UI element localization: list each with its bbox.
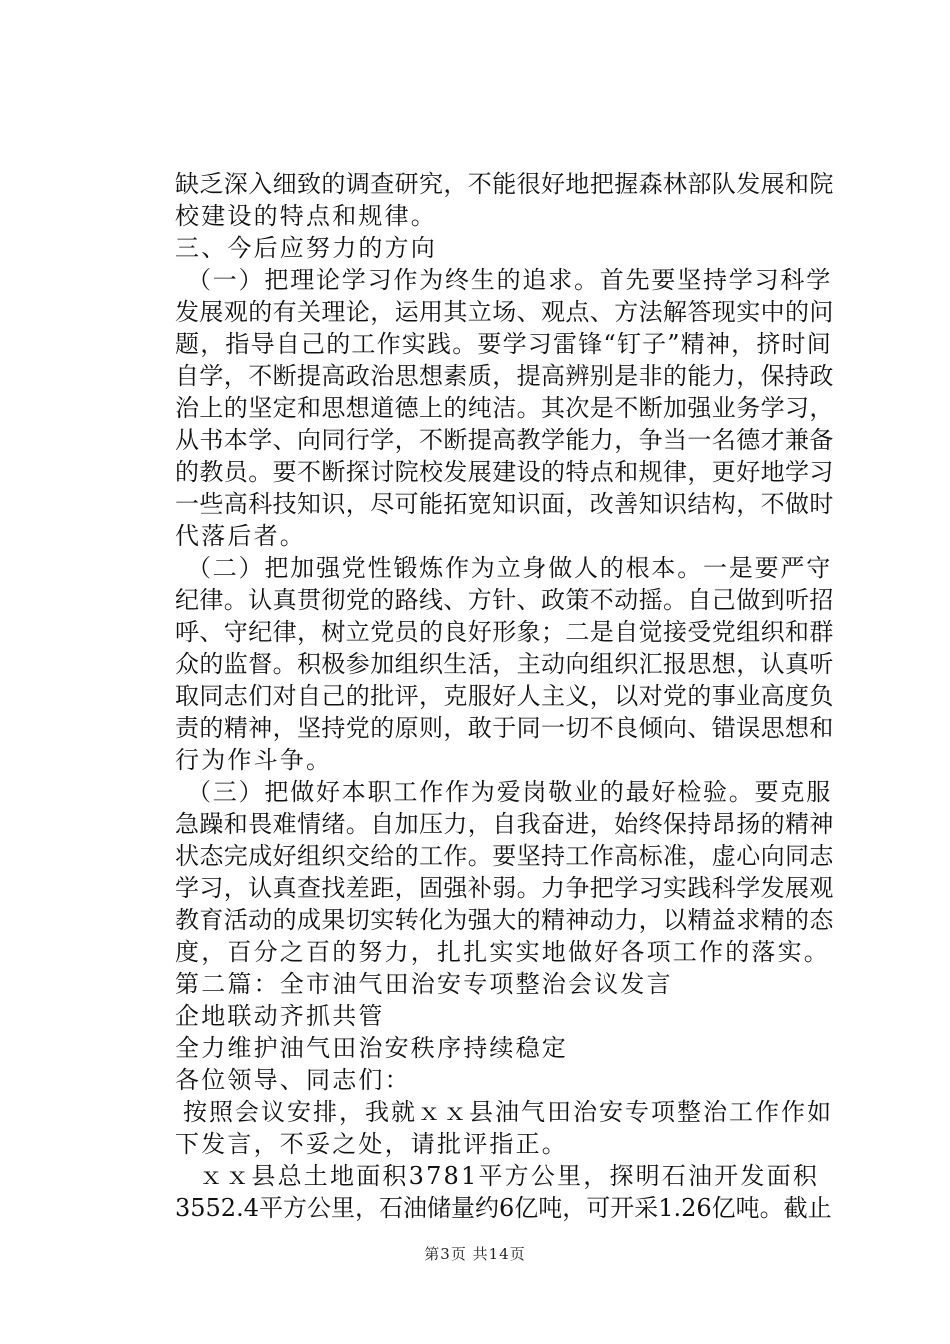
text-line: （三）把做好本职工作作为爱岗敬业的最好检验。要克服: [187, 778, 832, 806]
text-line: 各位领导、同志们：: [175, 1066, 411, 1094]
text-line: 自学，不断提高政治思想素质，提高辨别是非的能力，保持政: [175, 362, 834, 390]
text-line: 众的监督。积极参加组织生活，主动向组织汇报思想，认真听: [175, 650, 834, 678]
text-line: 发展观的有关理论，运用其立场、观点、方法解答现实中的问: [175, 298, 834, 326]
text-line: （一）把理论学习作为终生的追求。首先要坚持学习科学: [187, 266, 832, 294]
text-line: 缺乏深入细致的调查研究，不能很好地把握森林部队发展和院: [175, 170, 834, 198]
text-line: 3552.4平方公里，石油储量约6亿吨，可开采1.26亿吨。截止: [175, 1194, 832, 1222]
text-line: 责的精神，坚持党的原则，敢于同一切不良倾向、错误思想和: [175, 714, 834, 742]
text-line: 三、今后应努力的方向: [175, 234, 437, 262]
text-line: 下发言，不妥之处，请批评指正。: [175, 1130, 568, 1158]
text-line: 教育活动的成果切实转化为强大的精神动力，以精益求精的态: [175, 906, 834, 934]
text-line: ｘｘ县总土地面积3781平方公里，探明石油开发面积: [199, 1162, 820, 1190]
text-line: 代落后者。: [175, 522, 306, 550]
document-body: [175, 168, 835, 1224]
text-line: 急躁和畏难情绪。自加压力，自我奋进，始终保持昂扬的精神: [175, 810, 834, 838]
text-line: 度，百分之百的努力，扎扎实实地做好各项工作的落实。: [175, 938, 830, 966]
text-line: 治上的坚定和思想道德上的纯洁。其次是不断加强业务学习，: [175, 394, 834, 422]
text-line: （二）把加强党性锻炼作为立身做人的根本。一是要严守: [187, 554, 832, 582]
text-line: 状态完成好组织交给的工作。要坚持工作高标准，虚心向同志: [175, 842, 834, 870]
text-line: 校建设的特点和规律。: [175, 202, 437, 230]
page-footer: 第3页 共14页: [424, 1245, 526, 1263]
text-line: 呼、守纪律，树立党员的良好形象；二是自觉接受党组织和群: [175, 618, 834, 646]
text-line: 题，指导自己的工作实践。要学习雷锋“钉子”精神，挤时间: [175, 330, 832, 358]
text-line: 企地联动齐抓共管: [175, 1002, 385, 1030]
text-line: 学习，认真查找差距，固强补弱。力争把学习实践科学发展观: [175, 874, 834, 902]
text-line: 纪律。认真贯彻党的路线、方针、政策不动摇。自己做到听招: [175, 586, 834, 614]
text-line: 全力维护油气田治安秩序持续稳定: [175, 1034, 568, 1062]
text-line: 的教员。要不断探讨院校发展建设的特点和规律，更好地学习: [175, 458, 834, 486]
text-line: 按照会议安排，我就ｘｘ县油气田治安专项整治工作作如: [183, 1098, 833, 1126]
text-line: 从书本学、向同行学，不断提高教学能力，争当一名德才兼备: [175, 426, 834, 454]
text-line: 行为作斗争。: [175, 746, 333, 774]
text-line: 一些高科技知识，尽可能拓宽知识面，改善知识结构，不做时: [175, 490, 834, 518]
text-line: 第二篇：全市油气田治安专项整治会议发言: [175, 970, 673, 998]
text-line: 取同志们对自己的批评，克服好人主义，以对党的事业高度负: [175, 682, 834, 710]
